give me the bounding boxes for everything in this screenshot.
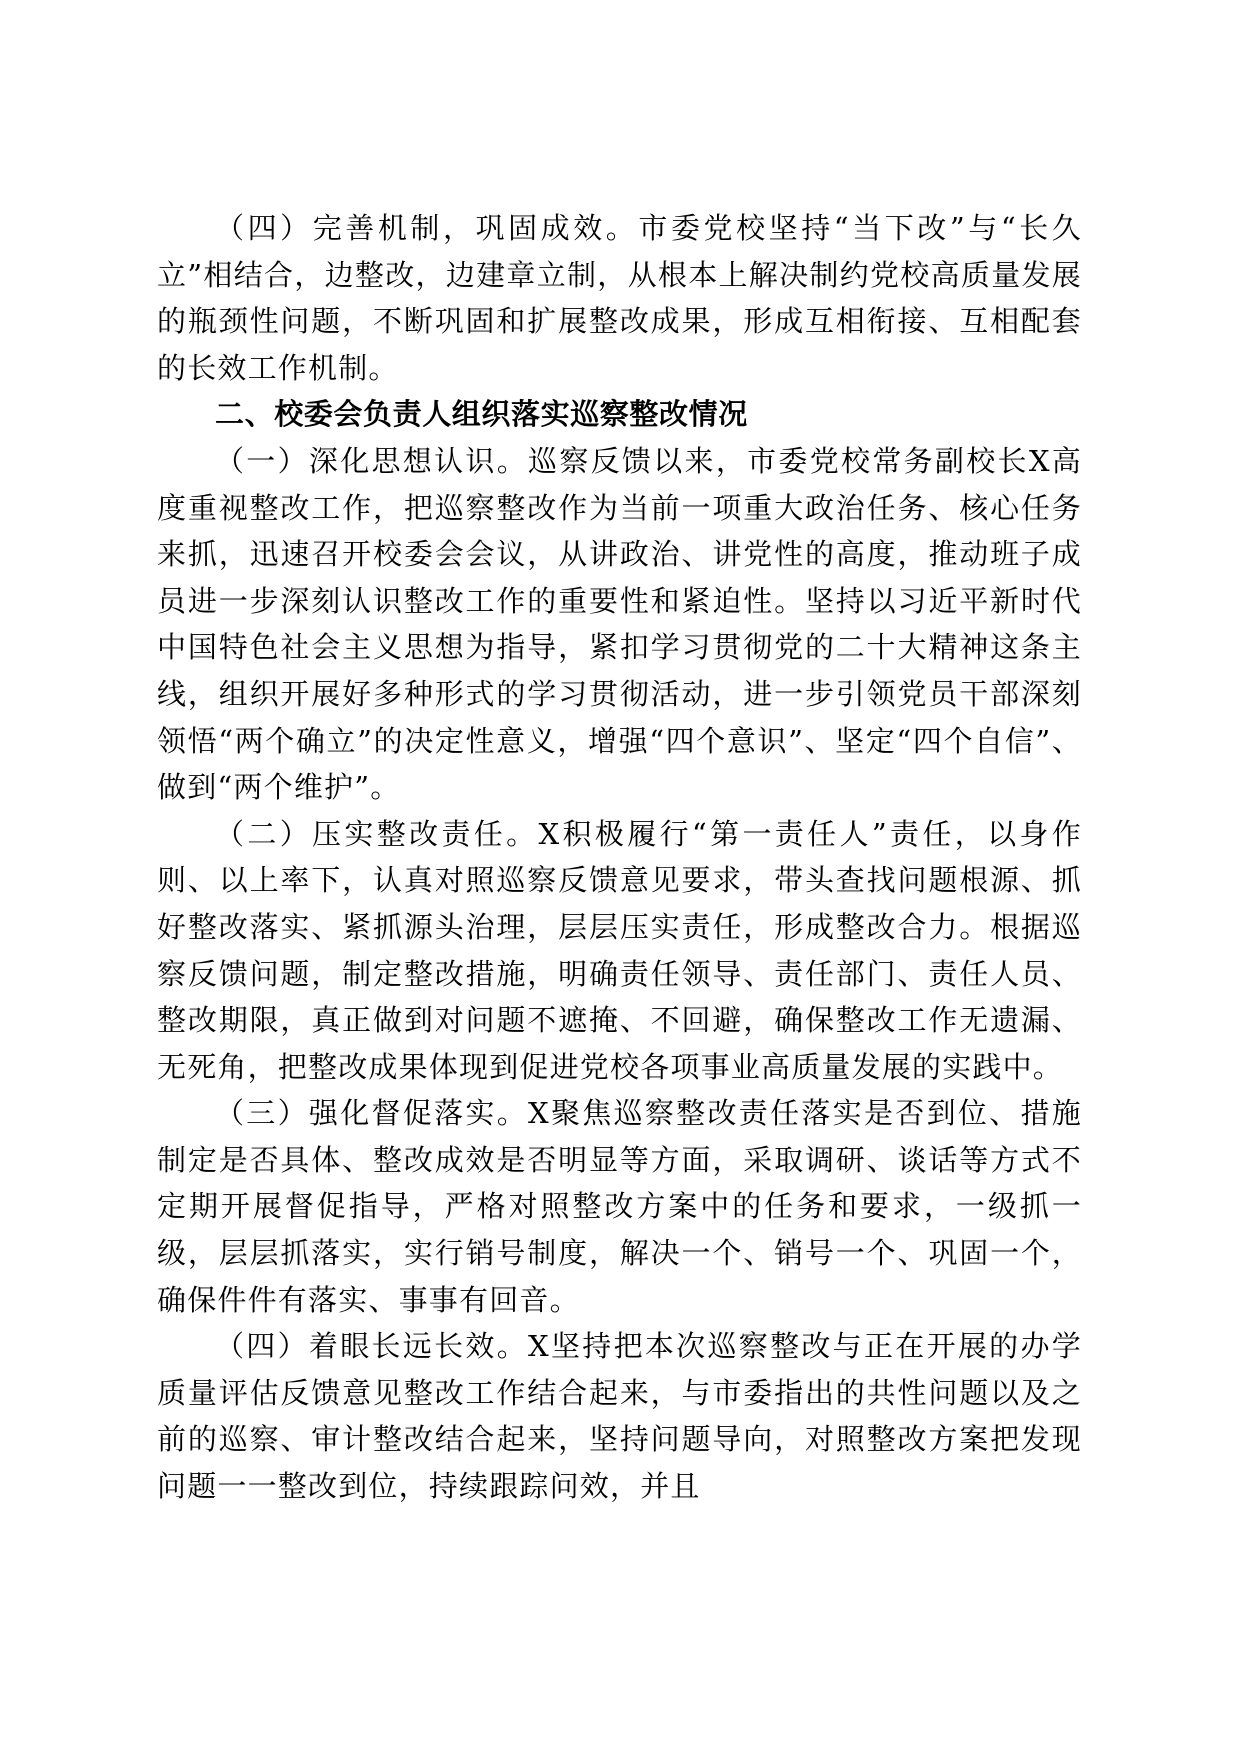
paragraph-body: X聚焦巡察整改责任落实是否到位、措施制定是否具体、整改成效是否明显等方面，采取调研、谈话等方式不定期开展督促指导，严格对照整改方案中的任务和要求，一级抓一级，层层抓落实，实行销号制度，解决一个、销号一个、巩固一个，确保件件有落实、事事有回音。 bbox=[157, 1096, 1082, 1317]
paragraph-lead: （一）深化思想认识。 bbox=[215, 443, 529, 478]
document-page bbox=[157, 205, 1082, 1510]
paragraph-lead: （三）强化督促落实。 bbox=[215, 1096, 529, 1131]
paragraph-lead: （二）压实整改责任。 bbox=[215, 816, 539, 851]
paragraph-consolidate-responsibility bbox=[157, 811, 1082, 1091]
paragraph-body: X积极履行“第一责任人”责任，以身作则、以上率下，认真对照巡察反馈意见要求，带头查找问题根源、抓好整改落实、紧抓源头治理，层层压实责任，形成整改合力。根据巡察反馈问题，制定整改措施，明确责任领导、责任部门、责任人员、整改期限，真正做到对问题不遮掩、不回避，确保整改工作无遗漏、无死角，把整改成果体现到促进党校各项事业高质量发展的实践中。 bbox=[157, 816, 1082, 1084]
paragraph-deepen-understanding bbox=[157, 438, 1082, 811]
paragraph-body: 巡察反馈以来，市委党校常务副校长X高度重视整改工作，把巡察整改作为当前一项重大政治任务、核心任务来抓，迅速召开校委会会议，从讲政治、讲党性的高度，推动班子成员进一步深刻认识整改工作的重要性和紧迫性。坚持以习近平新时代中国特色社会主义思想为指导，紧扣学习贯彻党的二十大精神这条主线，组织开展好多种形式的学习贯彻活动，进一步引领党员干部深刻领悟“两个确立”的决定性意义，增强“四个意识”、坚定“四个自信”、做到“两个维护”。 bbox=[157, 443, 1082, 805]
paragraph-lead: （四）完善机制，巩固成效。 bbox=[215, 211, 639, 245]
paragraph-strengthen-supervision bbox=[157, 1090, 1082, 1323]
paragraph-improve-mechanism bbox=[157, 205, 1082, 391]
paragraph-long-term-effect bbox=[157, 1323, 1082, 1509]
paragraph-body: X坚持把本次巡察整改与正在开展的办学质量评估反馈意见整改工作结合起来，与市委指出的共性问题以及之前的巡察、审计整改结合起来，坚持问题导向，对照整改方案把发现问题一一整改到位，持续跟踪问效，并且 bbox=[157, 1329, 1082, 1504]
section-heading: 二、校委会负责人组织落实巡察整改情况 bbox=[215, 397, 748, 432]
paragraph-body: 市委党校坚持“当下改”与“长久立”相结合，边整改，边建章立制，从根本上解决制约党校高质量发展的瓶颈性问题，不断巩固和扩展整改成果，形成互相衔接、互相配套的长效工作机制。 bbox=[157, 211, 1082, 385]
paragraph-lead: （四）着眼长远长效。 bbox=[215, 1329, 529, 1364]
